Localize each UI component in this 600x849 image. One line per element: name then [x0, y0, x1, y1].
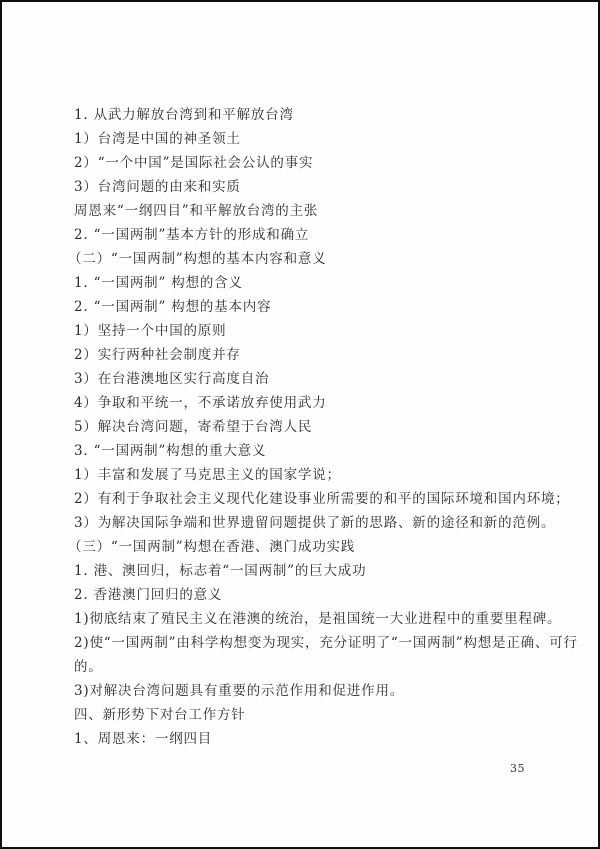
outline-line: 四、新形势下对台工作方针: [74, 707, 246, 723]
outline-line: 1）台湾是中国的神圣领土: [74, 131, 241, 147]
outline-line: 1. 港、澳回归，标志着“一国两制”的巨大成功: [74, 563, 367, 579]
outline-line: 1、周恩来：一纲四目: [74, 731, 213, 747]
outline-line: 2. 香港澳门回归的意义: [74, 587, 223, 603]
page-number: 35: [510, 762, 525, 775]
outline-line: 3）为解决国际争端和世界遗留问题提供了新的思路、新的途径和新的范例。: [74, 515, 556, 531]
outline-line: 2. “一国两制”基本方针的形成和确立: [74, 227, 310, 243]
outline-line: 周恩来“一纲四目”和平解放台湾的主张: [74, 203, 319, 219]
outline-line: 3)对解决台湾问题具有重要的示范作用和促进作用。: [74, 683, 405, 699]
outline-line: 5）解决台湾问题，寄希望于台湾人民: [74, 419, 313, 435]
outline-line: 3）在台港澳地区实行高度自治: [74, 371, 270, 387]
outline-line: （三）“一国两制”构想在香港、澳门成功实践: [68, 539, 356, 555]
outline-line: 1. 从武力解放台湾到和平解放台湾: [74, 107, 294, 123]
outline-line: 2. “一国两制” 构想的基本内容: [74, 299, 272, 315]
outline-line: 2）“一个中国”是国际社会公认的事实: [74, 155, 314, 171]
outline-text-block: [68, 103, 578, 751]
outline-line: 1）坚持一个中国的原则: [74, 323, 227, 339]
outline-line: 2)使“一国两制”由科学构想变为现实，充分证明了“一国两制”构想是正确、可行: [74, 635, 578, 651]
outline-line: 2）实行两种社会制度并存: [74, 347, 241, 363]
outline-line: 1）丰富和发展了马克思主义的国家学说；: [74, 467, 341, 483]
outline-line: 的。: [74, 659, 103, 675]
outline-line: 1)彻底结束了殖民主义在港澳的统治，是祖国统一大业进程中的重要里程碑。: [74, 611, 562, 627]
outline-line: 2）有利于争取社会主义现代化建设事业所需要的和平的国际环境和国内环境；: [74, 491, 570, 507]
outline-line: 3）台湾问题的由来和实质: [74, 179, 241, 195]
outline-line: 1. “一国两制” 构想的含义: [74, 275, 243, 291]
outline-line: （二）“一国两制”构想的基本内容和意义: [68, 251, 327, 267]
outline-line: 3. “一国两制”构想的重大意义: [74, 443, 267, 459]
outline-line: 4）争取和平统一，不承诺放弃使用武力: [74, 395, 327, 411]
